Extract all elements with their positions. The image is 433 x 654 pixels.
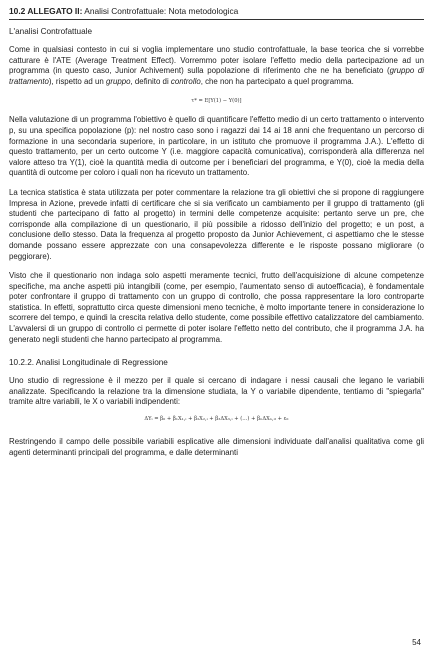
paragraph-ate-text-1: Come in qualsiasi contesto in cui si voglia implementare uno studio controfattuale, la base teorica che si vorrebbe catturare è l'ATE (Average Treatment Effect). Vorremmo poter isolare l'effetto medio della partecipazione ad un programma (in questo caso, Junior Achivement) sulla popolazione di riferimento che ne ha beneficiato (	[9, 45, 424, 76]
paragraph-questionario: Visto che il questionario non indaga solo aspetti meramente tecnici, frutto dell'acquisizione di alcune competenze specifiche, ma anche aspetti più intangibili (come, per esempio, l'aumentato senso di autoefficacia), è fondamentale poter confrontare il gruppo di trattamento con un gruppo di controllo, che possa rappresentare la loro controparte statistica. In effetti, soprattutto circa queste dimensioni meno tecniche, è molto importante tenere in considerazione lo scorrere del tempo, e quindi la crescita relativa dello studente, come possibile effettivo catalizzatore del cambiamento. L'avvalersi di un gruppo di controllo ci permette di poter isolare l'effetto netto del contributo, che il programma J.A. ha generato negli studenti che hanno partecipato al programma.	[9, 271, 424, 344]
subsection-heading-regressione: 10.2.2. Analisi Longitudinale di Regressione	[9, 358, 168, 368]
term-control: controllo	[170, 76, 201, 86]
section-number: 10.2 ALLEGATO II:	[9, 6, 83, 16]
subsection-heading-controfattuale: L'analisi Controfattuale	[9, 27, 93, 36]
paragraph-valutazione: Nella valutazione di un programma l'obiettivo è quello di quantificare l'effetto medio di un certo trattamento o intervento p, su una specifica popolazione (p): nel nostro caso sono i ragazzi dai 14 ai 18 anni che frequentano un percorso di formazione in una secondaria superiore, in particolare, in un istituto che promuove il programma J.A.). L'effetto di questo trattamento, per un certo outcome Y (i.e. maggiore capacità comunicativa), corrisponderà alla differenza nel valore atteso tra Y(1), cioè la quantità media di outcome per i beneficiari del programma, e Y(0), cioè la media della quantità di outcome per coloro i quali non ha ricevuto un trattamento.	[9, 115, 424, 178]
regression-formula: ΔYᵢ = β₀ + β₁X₁,ᵢ + β₂X₂,ᵢ + β₃ΔX₃,ᵢ + (…) + βₙΔXₙ,ᵢₜ + εᵢₜ	[144, 416, 289, 423]
paragraph-tecnica-statistica: La tecnica statistica è stata utilizzata per poter commentare la relazione tra gli obiettivi che si propone di raggiungere Impresa in Azione, prevede infatti di certificare che si sia verificato un cambiamento per il gruppo di trattamento (gli studenti che partecipano di fatto al progetto) in termini delle competenze acquisite: pertanto serve un pre, che corrisponde alla compilazione di un questionario, il più possibile a ridosso dell'inizio del progetto; e un post, a conclusione dello stesso. Data la frequenza al progetto proposto da Junior Achievement, ci aspettiamo che le stesse domande possano essere apprezzate con una consapevolezza differente e le risposte possano migliorare (o peggiorare).	[9, 187, 424, 261]
paragraph-ate-text-2: ), rispetto ad un	[48, 76, 106, 86]
paragraph-ate-text-4: , che non ha partecipato a quel programma.	[200, 76, 354, 86]
ate-formula: τ* = E[Y(1) − Y(0)]	[191, 98, 242, 105]
section-header	[9, 6, 424, 17]
term-treatment-group: gruppo di trattamento	[9, 66, 424, 86]
header-rule	[9, 19, 424, 20]
paragraph-regressione: Uno studio di regressione è il mezzo per il quale si cercano di indagare i nessi causali che legano le variabili analizzate. Specificando la relazione tra la dimensione studiata, la Y o variabile dipendente, tentiamo di "spiegarla" tramite altre variabili, le X o variabili indipendenti:	[9, 376, 424, 407]
term-group: gruppo	[105, 76, 131, 86]
page-number: 54	[412, 638, 421, 647]
paragraph-ate	[9, 45, 424, 87]
section-title: Analisi Controfattuale: Nota metodologica	[82, 6, 239, 16]
paragraph-ate-text-3: , definito di	[130, 76, 171, 86]
paragraph-restringendo: Restringendo il campo delle possibile variabili esplicative alle dimensioni individuate dall'analisi qualitativa come gli agenti determinanti principali del programma, e dalle determinanti	[9, 437, 424, 457]
